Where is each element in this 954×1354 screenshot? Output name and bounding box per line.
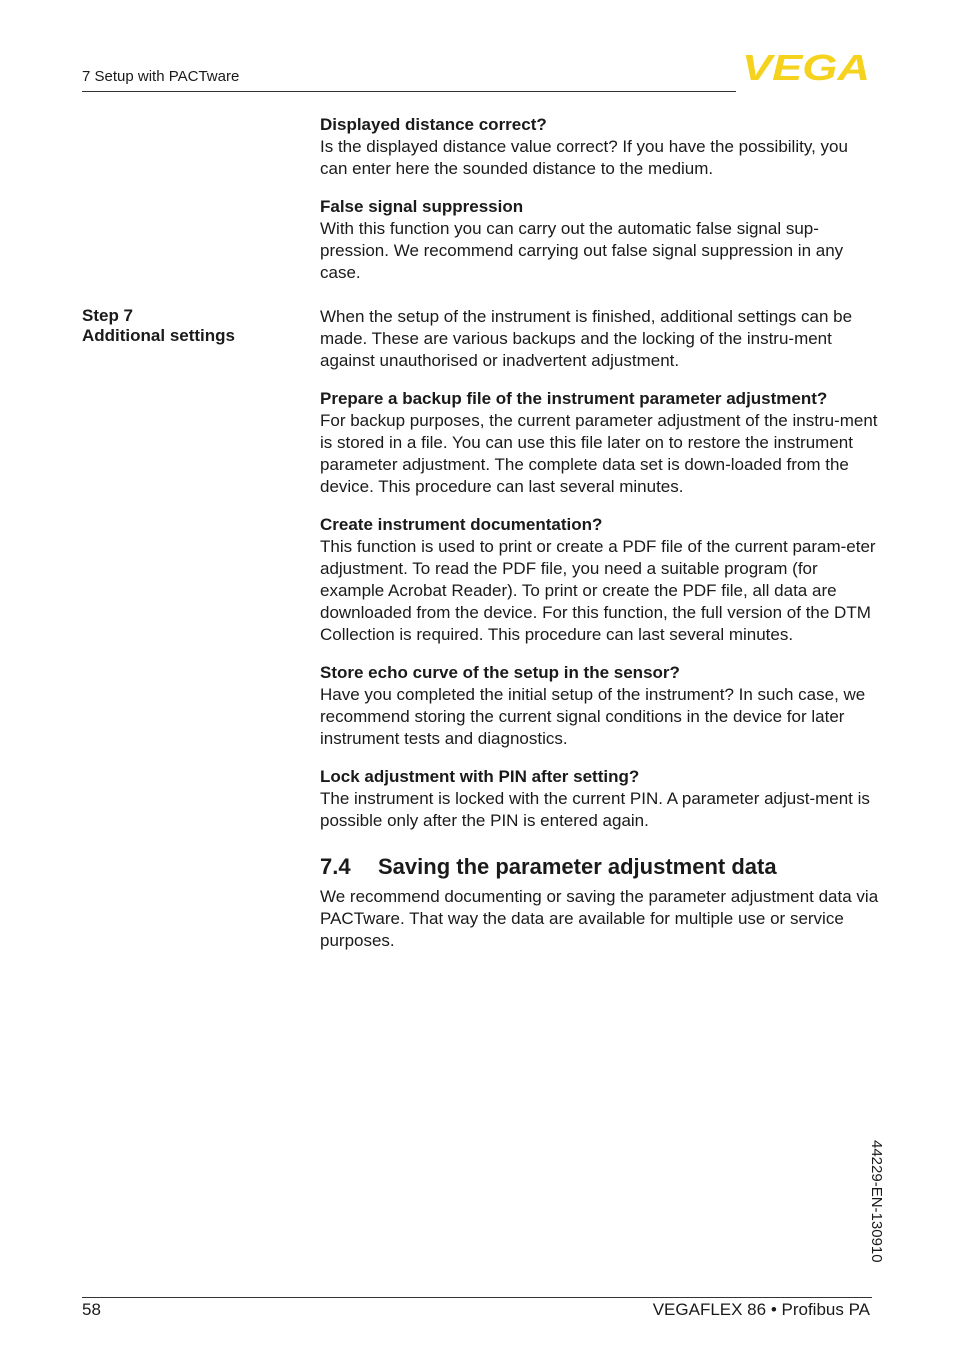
document-code [868, 1140, 903, 1290]
content-block [320, 114, 880, 180]
content-block [320, 196, 880, 284]
vega-logo-text: VEGA [742, 52, 870, 82]
step7-intro-block [320, 306, 880, 372]
section-body: We recommend documenting or saving the parameter adjustment data via PACTware. That way the data are available for multiple use or service purposes. [320, 887, 879, 950]
step-label: Step 7 [82, 306, 134, 325]
vega-logo [742, 52, 872, 82]
content-block [320, 662, 880, 750]
content-block [320, 388, 880, 498]
block-body: This function is used to print or create a PDF file of the current param-eter adjustment. To read the PDF file, you need a suitable program (for example Acrobat Reader). To print or create the PDF file, all data are downloaded from the device. For this function, the full version of the DTM Collection is required. This procedure can last several minutes. [320, 537, 876, 644]
product-name: VEGAFLEX 86 • Profibus PA [652, 1300, 870, 1319]
block-body: Is the displayed distance value correct? If you have the possibility, you can enter here the sounded distance to the medium. [320, 137, 848, 178]
footer-divider [82, 1297, 872, 1298]
section-number: 7.4 [320, 854, 351, 879]
block-body: The instrument is locked with the current PIN. A parameter adjust-ment is possible only after the PIN is entered again. [320, 789, 870, 830]
block-title: Prepare a backup file of the instrument parameter adjustment? [320, 389, 828, 408]
content-block [320, 514, 880, 646]
block-title: Store echo curve of the setup in the sensor? [320, 663, 680, 682]
step7-intro: When the setup of the instrument is finished, additional settings can be made. These are various backups and the locking of the instru-ment against unauthorised or inadvertent adjustment. [320, 307, 853, 370]
content-block [320, 766, 880, 832]
running-header: 7 Setup with PACTware [82, 68, 240, 85]
block-title: False signal suppression [320, 197, 524, 216]
block-title: Lock adjustment with PIN after setting? [320, 767, 640, 786]
side-heading [82, 306, 282, 346]
block-body: Have you completed the initial setup of the instrument? In such case, we recommend storing the current signal conditions in the device for later instrument tests and diagnostics. [320, 685, 866, 748]
block-title: Displayed distance correct? [320, 115, 547, 134]
step-title: Additional settings [82, 326, 235, 345]
section-title: Saving the parameter adjustment data [378, 854, 777, 879]
header-divider [82, 91, 736, 92]
block-body: With this function you can carry out the automatic false signal sup-pression. We recommend carrying out false signal suppression in any case. [320, 219, 844, 282]
section-heading [320, 854, 880, 880]
main-content [320, 114, 880, 952]
document-code-text: 44229-EN-130910 [868, 1140, 885, 1263]
block-title: Create instrument documentation? [320, 515, 603, 534]
page-number: 58 [82, 1300, 101, 1319]
block-body: For backup purposes, the current parameter adjustment of the instru-ment is stored in a file. You can use this file later on to restore the instrument parameter adjustment. The complete data set is down-loaded from the device. This procedure can last several minutes. [320, 411, 878, 496]
